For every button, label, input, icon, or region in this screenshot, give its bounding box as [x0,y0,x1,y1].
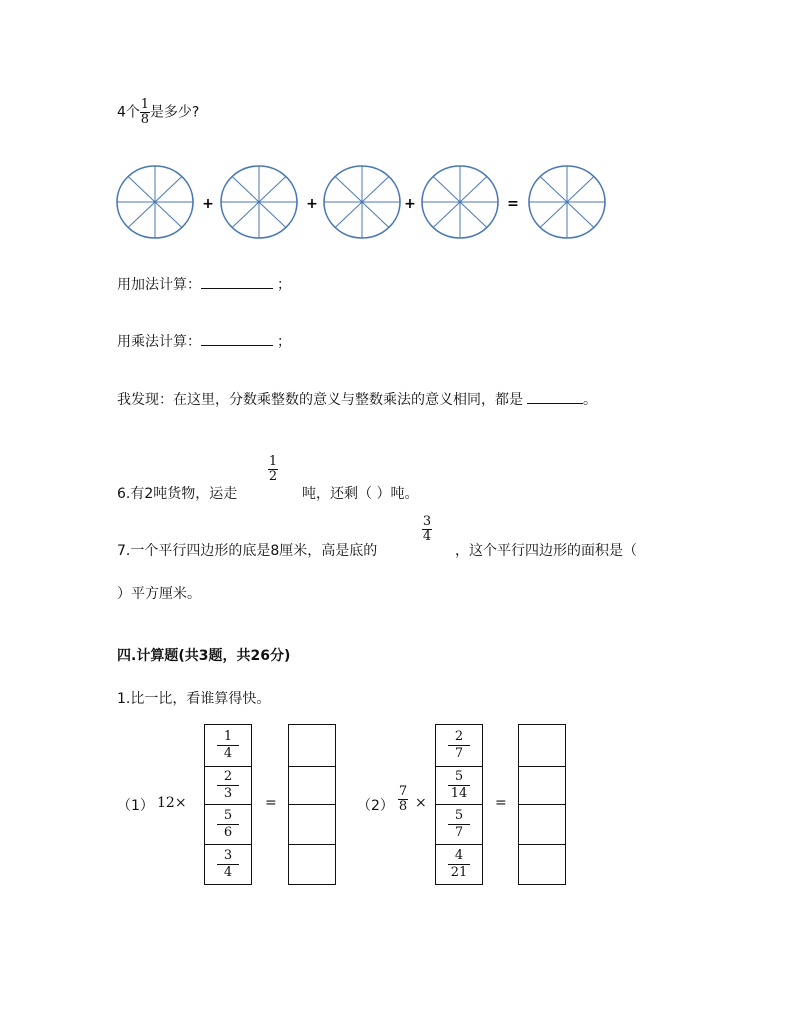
plus-sign-2: + [306,196,318,212]
question-7-end [117,583,201,603]
fraction-denominator: 21 [450,865,468,880]
fraction-denominator: 4 [223,865,233,880]
plus-sign-3: + [404,196,416,212]
fraction-numerator: 1 [140,97,150,112]
calc1-answer-cell[interactable] [289,725,335,767]
calc1-answer-cell[interactable] [289,805,335,845]
calc2-fraction-cell [436,725,482,767]
addition-end-punct: ； [277,277,291,293]
fraction-wheel [422,166,498,238]
calc2-fraction-cell [436,845,482,884]
calc1-label: （1） [117,798,154,814]
question-1-title: 1.比一比，看谁算得快。 [117,691,271,707]
multiplication-line [117,331,291,351]
calc2-answer-column [518,724,566,885]
calc2-fraction-cell [436,767,482,805]
multiplication-answer-blank[interactable] [201,345,273,346]
fraction-numerator: 1 [268,454,278,469]
fraction-numerator: 5 [223,808,233,823]
fraction-denominator: 6 [223,825,233,840]
fraction-numerator: 1 [223,729,233,744]
multiplication-label: 用乘法计算： [117,334,201,350]
addition-label: 用加法计算： [117,277,201,293]
discovery-answer-blank[interactable] [527,403,583,404]
calc1-fraction-cell [205,805,251,845]
calc1-answer-cell[interactable] [289,845,335,884]
fraction-numerator: 4 [454,848,464,863]
calc1-fraction-column [204,724,252,885]
calc1-lhs: 12× [157,795,187,811]
calc2-answer-cell[interactable] [519,725,565,767]
calc2-label: （2） [357,798,394,814]
fraction-numerator: 5 [454,769,464,784]
q7-text-start: 7.一个平行四边形的底是8厘米，高是底的 [117,543,378,559]
fraction-denominator: 4 [223,746,233,761]
fraction-wheel [529,166,605,238]
fraction-numerator: 3 [223,848,233,863]
fraction-denominator: 2 [268,469,278,484]
q7-text-mid: ，这个平行四边形的面积是（ [455,543,637,559]
discovery-end-punct: 。 [583,392,597,408]
fraction-wheel [117,166,193,238]
discovery-text: 我发现：在这里，分数乘整数的意义与整数乘法的意义相同，都是 [117,392,523,408]
calc2-answer-cell[interactable] [519,845,565,884]
fraction-wheel [324,166,400,238]
calc1-fraction-cell [205,767,251,805]
addition-answer-blank[interactable] [201,288,273,289]
fraction-denominator: 4 [422,529,432,544]
question-6-rest [302,483,418,503]
q6-text-end: 吨，还剩（ ）吨。 [302,486,419,502]
calc1-fraction-cell [205,845,251,884]
discovery-line [117,389,597,409]
fraction-numerator: 3 [422,514,432,529]
section-heading: 四.计算题(共3题，共26分) [117,648,291,664]
calc1-fraction-cell [205,725,251,767]
question-7-mid [455,540,637,560]
addition-line [117,274,291,294]
question-suffix: 是多少? [149,104,200,121]
fraction-wheels-figure [110,160,620,250]
fraction-numerator: 5 [454,808,464,823]
calc2-equals: = [495,795,507,811]
calc2-answer-cell[interactable] [519,805,565,845]
calc1-answer-column [288,724,336,885]
fraction-denominator: 8 [140,112,150,127]
multiplication-end-punct: ； [277,334,291,350]
calc1-equals: = [265,795,277,811]
calc2-fraction-cell [436,805,482,845]
question-4-title [117,98,199,127]
fraction-one-eighth [140,98,150,127]
calc1-answer-cell[interactable] [289,767,335,805]
calc2-times: × [415,795,427,811]
question-7 [117,540,377,560]
fraction-denominator: 14 [450,786,468,801]
q6-text-start: 6.有2吨货物，运走 [117,486,238,502]
fraction-numerator: 2 [454,729,464,744]
fraction-denominator: 7 [454,825,464,840]
question-6 [117,483,237,503]
calc2-answer-cell[interactable] [519,767,565,805]
equals-sign: = [507,196,519,212]
fraction-wheel [221,166,297,238]
q7-fraction [422,515,432,544]
question-prefix: 4个 [117,104,140,121]
fraction-denominator: 7 [454,746,464,761]
fraction-numerator: 2 [223,769,233,784]
calc2-lhs-fraction [398,785,408,814]
plus-sign-1: + [202,196,214,212]
calc2-fraction-column [435,724,483,885]
fraction-denominator: 3 [223,786,233,801]
q7-text-end: ）平方厘米。 [117,586,201,602]
fraction-numerator: 7 [398,784,408,799]
q6-fraction [268,455,278,484]
fraction-denominator: 8 [398,799,408,814]
